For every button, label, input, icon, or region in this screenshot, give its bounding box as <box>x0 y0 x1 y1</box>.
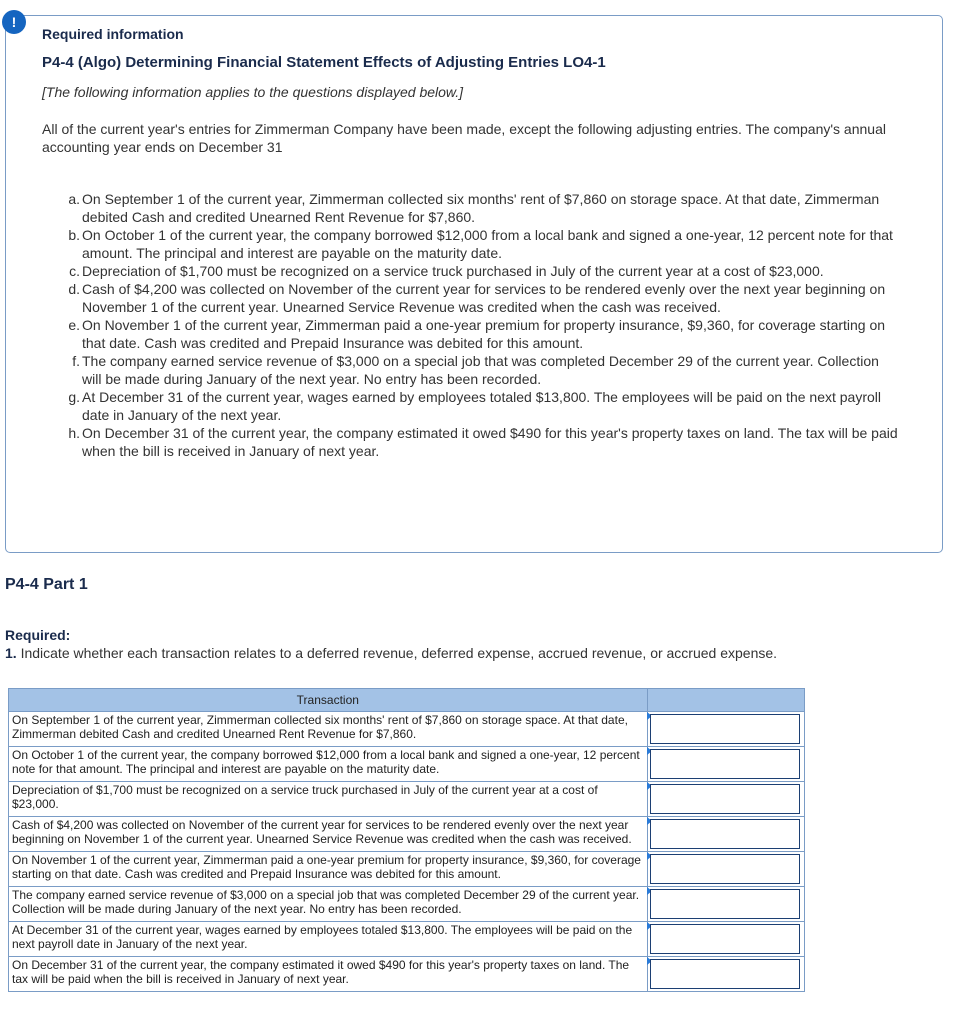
entry-item <box>60 388 902 424</box>
entry-text: Depreciation of $1,700 must be recognized on a service truck purchased in July of the current year at a cost of $23,000. <box>82 263 824 279</box>
answer-cell <box>647 957 804 992</box>
entry-text: On September 1 of the current year, Zimmerman collected six months' rent of $7,860 on storage space. At that date, Zimmerman debited Cash and credited Unearned Rent Revenue for $7,860. <box>82 191 880 225</box>
transaction-cell: Cash of $4,200 was collected on November of the current year for services to be rendered evenly over the next year beginning on November 1 of the current year. Unearned Service Revenue was credited when the cash was received. <box>9 817 648 852</box>
adjusting-entries-list <box>60 190 902 460</box>
table-header-row <box>9 689 805 712</box>
classification-dropdown[interactable] <box>650 854 800 884</box>
transaction-cell: Depreciation of $1,700 must be recognized on a service truck purchased in July of the current year at a cost of $23,000. <box>9 782 648 817</box>
table-row <box>9 887 805 922</box>
classification-dropdown[interactable] <box>650 959 800 989</box>
transaction-cell: The company earned service revenue of $3,000 on a special job that was completed December 29 of the current year. Collection will be made during January of the next year. No entry has been recorded. <box>9 887 648 922</box>
entry-item <box>60 316 902 352</box>
entry-label: h. <box>68 425 80 441</box>
table-row <box>9 747 805 782</box>
instruction-number: 1. <box>5 645 17 661</box>
table-row <box>9 782 805 817</box>
entry-label: e. <box>68 317 80 333</box>
entry-item <box>60 280 902 316</box>
table-row <box>9 957 805 992</box>
entry-item <box>60 424 902 460</box>
entry-label: b. <box>68 227 80 243</box>
problem-title: P4-4 (Algo) Determining Financial Statement Effects of Adjusting Entries LO4-1 <box>42 54 606 71</box>
transaction-column-header: Transaction <box>9 689 648 712</box>
entry-item <box>60 226 902 262</box>
entry-text: On November 1 of the current year, Zimmerman paid a one-year premium for property insurance, $9,360, for coverage starting on that date. Cash was credited and Prepaid Insurance was debited for this amount. <box>82 317 886 351</box>
classification-dropdown[interactable] <box>650 889 800 919</box>
entry-text: On October 1 of the current year, the company borrowed $12,000 from a local bank and signed a one-year, 12 percent note for that amount. The principal and interest are payable on the maturity date. <box>82 227 893 261</box>
answer-cell <box>647 817 804 852</box>
required-information-heading: Required information <box>42 26 184 42</box>
answer-cell <box>647 712 804 747</box>
answer-cell <box>647 782 804 817</box>
entry-label: c. <box>69 263 80 279</box>
classification-dropdown[interactable] <box>650 784 800 814</box>
answer-cell <box>647 922 804 957</box>
entry-text: Cash of $4,200 was collected on November of the current year for services to be rendered evenly over the next year beginning on November 1 of the current year. Unearned Service Revenue was credited when the cash was received. <box>82 281 886 315</box>
answer-cell <box>647 887 804 922</box>
classification-dropdown[interactable] <box>650 819 800 849</box>
instruction <box>5 645 777 661</box>
entry-label: d. <box>68 281 80 297</box>
entry-item <box>60 190 902 226</box>
transaction-cell: At December 31 of the current year, wages earned by employees totaled $13,800. The employees will be paid on the next payroll date in January of the next year. <box>9 922 648 957</box>
entry-label: a. <box>68 191 80 207</box>
entry-text: On December 31 of the current year, the company estimated it owed $490 for this year's property taxes on land. The tax will be paid when the bill is received in January of next year. <box>82 425 898 459</box>
transaction-cell: On September 1 of the current year, Zimmerman collected six months' rent of $7,860 on storage space. At that date, Zimmerman debited Cash and credited Unearned Rent Revenue for $7,860. <box>9 712 648 747</box>
answer-cell <box>647 747 804 782</box>
answer-column-header <box>647 689 804 712</box>
intro-paragraph: All of the current year's entries for Zimmerman Company have been made, except the following adjusting entries. The company's annual accounting year ends on December 31 <box>42 121 886 155</box>
transaction-cell: On November 1 of the current year, Zimmerman paid a one-year premium for property insurance, $9,360, for coverage starting on that date. Cash was credited and Prepaid Insurance was debited for this amount. <box>9 852 648 887</box>
classification-dropdown[interactable] <box>650 749 800 779</box>
table-row <box>9 817 805 852</box>
table-row <box>9 712 805 747</box>
transaction-cell: On December 31 of the current year, the company estimated it owed $490 for this year's property taxes on land. The tax will be paid when the bill is received in January of next year. <box>9 957 648 992</box>
entry-item <box>60 352 902 388</box>
classification-dropdown[interactable] <box>650 924 800 954</box>
alert-icon: ! <box>2 10 26 34</box>
transaction-table <box>8 688 805 992</box>
entry-text: The company earned service revenue of $3,000 on a special job that was completed December 29 of the current year. Collection will be made during January of the next year. No entry has been recorded. <box>82 353 879 387</box>
classification-dropdown[interactable] <box>650 714 800 744</box>
table-row <box>9 852 805 887</box>
instruction-text: Indicate whether each transaction relates to a deferred revenue, deferred expense, accrued revenue, or accrued expense. <box>16 645 778 661</box>
required-label: Required: <box>5 627 71 643</box>
entry-label: f. <box>72 353 80 369</box>
entry-item <box>60 262 902 280</box>
entry-text: At December 31 of the current year, wages earned by employees totaled $13,800. The employees will be paid on the next payroll date in January of the next year. <box>82 389 881 423</box>
entry-label: g. <box>68 389 80 405</box>
table-row <box>9 922 805 957</box>
part-title: P4-4 Part 1 <box>5 576 88 593</box>
info-note: [The following information applies to the questions displayed below.] <box>42 84 464 100</box>
answer-cell <box>647 852 804 887</box>
transaction-cell: On October 1 of the current year, the company borrowed $12,000 from a local bank and signed a one-year, 12 percent note for that amount. The principal and interest are payable on the maturity date. <box>9 747 648 782</box>
